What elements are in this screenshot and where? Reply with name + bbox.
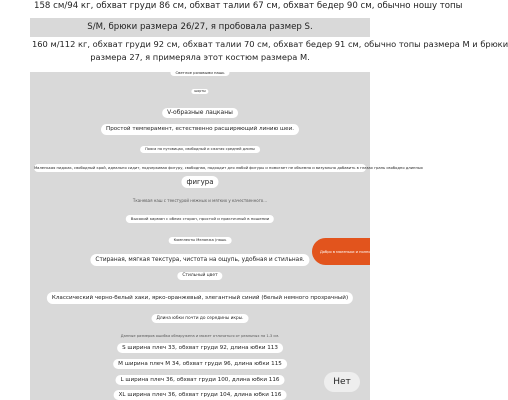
description-wide-block: Маленькая пиджак, свободный крой, идеально сидит, подчеркивая фигуру, свободная, подходит для любой фигуры и помогает не объемно и визуально добавить в глазах грань свободно длинных	[34, 166, 423, 170]
pill-figure: фигура	[181, 176, 218, 188]
floating-cta-button[interactable]	[312, 238, 380, 265]
measurement-line-4: размера 27, я примеряла этот костюм размера M.	[90, 52, 310, 62]
pill-texture: Стираная, мягкая текстура, чистота на ощупь, удобная и стильная.	[90, 254, 309, 266]
measurement-line-3: 160 м/112 кг, обхват груди 92 см, обхват талии 70 см, обхват бедер 91 см, обычно топы размера M и брюки	[32, 39, 508, 49]
pill-pockets: Высокий карман с обеих сторон, простой и практичный в ношении	[126, 215, 274, 223]
pill-style-color: Стильный цвет	[177, 272, 222, 280]
measurement-line-2: S/M, брюки размера 26/27, я пробовала размер S.	[87, 22, 313, 32]
pill-shorts: шорты	[191, 89, 208, 94]
pill-colors: Классический черно-белый хаки, ярко-оранжевый, элегантный синий (белый немного прозрачный)	[47, 292, 353, 304]
measurement-line-1: 158 см/94 кг, обхват груди 86 см, обхват талии 67 см, обхват бедер 90 см, обычно ношу топы	[34, 1, 463, 11]
pill-v-lapels: V-образные лацканы	[162, 108, 238, 118]
hint-fabric: Тканевая наш с текстурой нежных и мягких у качественного...	[132, 198, 268, 203]
hint-size-error: Данные размеров ошибка обнаружена и может отличаться от реальных на 1-3 см.	[120, 334, 280, 338]
net-button[interactable]	[324, 372, 360, 392]
size-row-l: L ширина плеч 36, обхват груди 100, длина юбки 116	[116, 375, 285, 385]
pill-set-note: Комплекты Меланжа (нашь	[169, 237, 232, 244]
pill-buttons: Пояса на пуговицах, свободный и сжатая средней длины	[140, 146, 260, 153]
product-description-page	[30, 0, 508, 400]
size-row-s: S ширина плеч 33, обхват груди 92, длина юбки 113	[117, 343, 283, 353]
pill-skirt-length: Длина юбки почти до середины икры.	[152, 314, 249, 323]
pill-temperament: Простой темперамент, естественно расширяющий линию шеи.	[101, 124, 299, 135]
size-row-xl: XL ширина плеч 36, обхват груди 104, длина юбки 116	[114, 390, 287, 400]
net-button-label: Нет	[333, 377, 351, 387]
size-row-m: M ширина плеч M 34, обхват груди 96, длина юбки 115	[113, 359, 287, 369]
pill-color-note: Светлое розовыми нашь	[170, 69, 229, 76]
floating-cta-label: Добро в маленьки и полностью	[320, 249, 380, 254]
